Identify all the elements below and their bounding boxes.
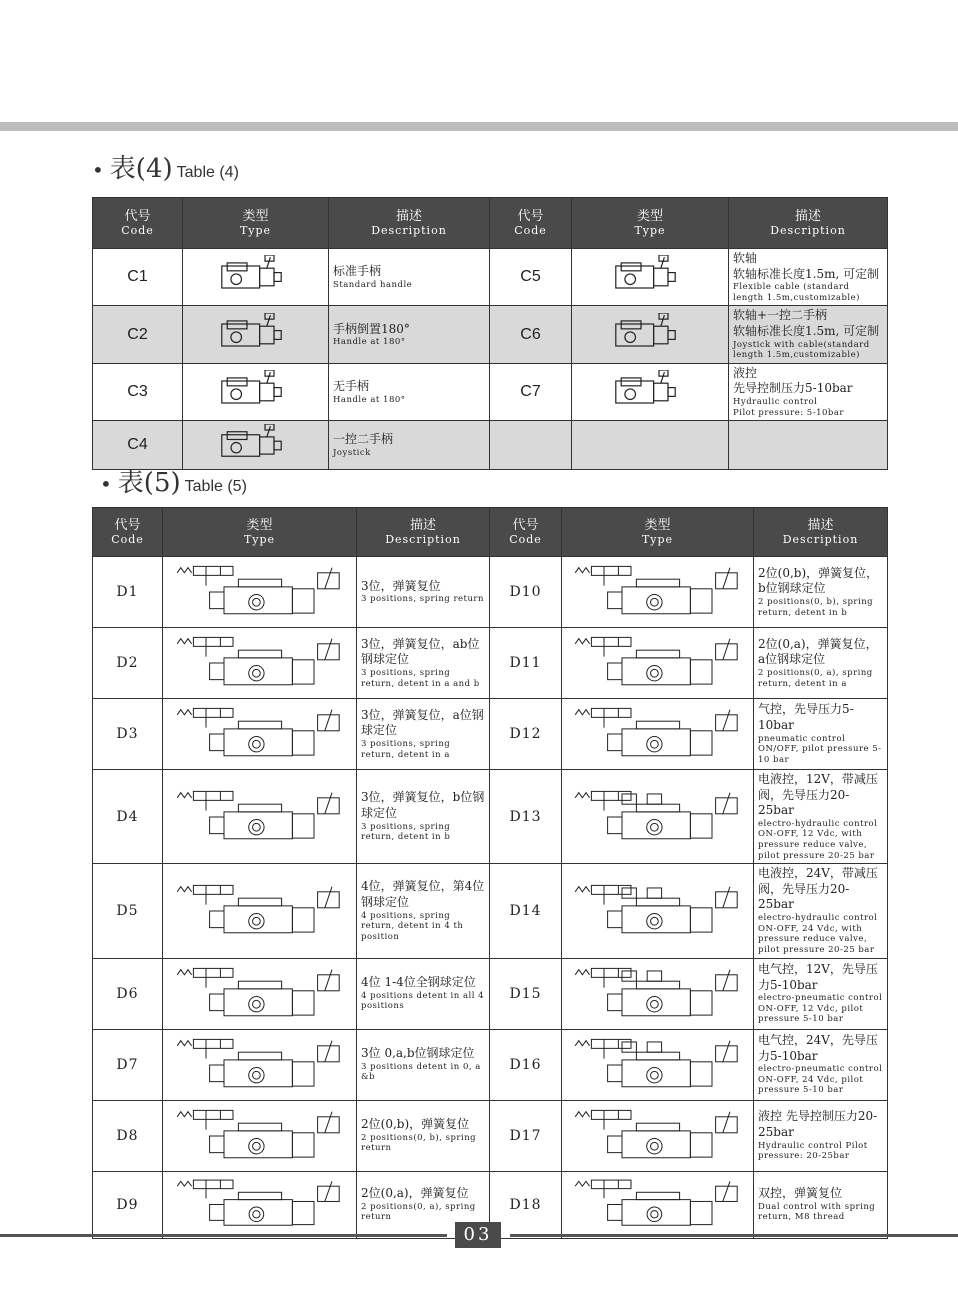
description-cell bbox=[357, 770, 490, 864]
table-row bbox=[93, 770, 888, 864]
description-cn: 软轴 bbox=[733, 251, 758, 265]
table4-title: • 表(4) Table (4) bbox=[92, 154, 239, 184]
code-cell: D16 bbox=[490, 1029, 562, 1100]
description-cn: 3位，弹簧复位，b位钢球定位 bbox=[361, 790, 485, 821]
description-cn: 软轴+一控二手柄 bbox=[733, 308, 828, 323]
header-type: 类型 Type bbox=[572, 198, 729, 249]
description-cell bbox=[754, 770, 888, 864]
description-cell bbox=[729, 421, 888, 470]
description-en: Handle at 180° bbox=[333, 394, 406, 405]
code-cell: D7 bbox=[93, 1029, 163, 1100]
description-en: 3 positions, spring return, detent in b bbox=[361, 821, 451, 843]
header-description: 描述 Description bbox=[754, 508, 888, 557]
table-row bbox=[93, 557, 888, 628]
description-cell bbox=[729, 363, 888, 420]
description-cn: 2位(0,a)，弹簧复位，a位钢球定位 bbox=[758, 636, 878, 667]
type-illustration-cell bbox=[572, 249, 729, 306]
type-illustration-cell bbox=[183, 306, 329, 363]
code-cell: D13 bbox=[490, 770, 562, 864]
spool-valve-diagram-icon bbox=[170, 560, 350, 624]
code-cell: D10 bbox=[490, 557, 562, 628]
description-cn: 液控 bbox=[733, 365, 758, 380]
spool-valve-diagram-icon bbox=[170, 962, 350, 1026]
header-code: 代号 Code bbox=[93, 508, 163, 557]
type-illustration-cell bbox=[163, 1029, 357, 1100]
electro-hydraulic-valve-diagram-icon bbox=[568, 879, 748, 943]
code-cell: D9 bbox=[93, 1171, 163, 1238]
description-en: 3 positions, spring return, detent in a bbox=[361, 738, 451, 760]
description-cell bbox=[357, 557, 490, 628]
code-cell: D2 bbox=[93, 628, 163, 699]
description-cn: 2位(0,a)，弹簧复位 bbox=[361, 1186, 469, 1201]
code-cell: C4 bbox=[93, 421, 183, 470]
table4 bbox=[92, 197, 888, 470]
header-type: 类型 Type bbox=[183, 198, 329, 249]
description-cn: 2位(0,b)，弹簧复位 bbox=[361, 1117, 470, 1132]
description-cell bbox=[754, 557, 888, 628]
description-en: Hydraulic control Pilot pressure: 20-25bar bbox=[758, 1140, 868, 1162]
code-cell: D6 bbox=[93, 958, 163, 1029]
description-en: electro-pneumatic control ON-OFF, 12 Vdc, pilot pressure 5-10 bar bbox=[758, 993, 883, 1025]
type-illustration-cell bbox=[562, 699, 754, 770]
description-cn: 3位，弹簧复位 bbox=[361, 578, 441, 593]
type-illustration-cell bbox=[163, 628, 357, 699]
header-code: 代号 Code bbox=[490, 198, 572, 249]
description-cell bbox=[329, 363, 490, 420]
table-row bbox=[93, 306, 888, 363]
description-en: Hydraulic control bbox=[733, 397, 818, 408]
table5-title: • 表(5) Table (5) bbox=[100, 468, 247, 498]
description-cell bbox=[357, 864, 490, 958]
code-cell: D4 bbox=[93, 770, 163, 864]
description-cn: 3位 0,a,b位钢球定位 bbox=[361, 1046, 475, 1061]
code-cell: D12 bbox=[490, 699, 562, 770]
description-cell bbox=[357, 958, 490, 1029]
type-illustration-cell bbox=[572, 421, 729, 470]
description-cell bbox=[754, 1100, 888, 1171]
type-illustration-cell bbox=[572, 306, 729, 363]
description-cell bbox=[329, 249, 490, 306]
spool-valve-diagram-icon bbox=[170, 702, 350, 766]
type-illustration-cell bbox=[562, 628, 754, 699]
page-number: 03 bbox=[455, 1222, 501, 1248]
table-row bbox=[93, 249, 888, 306]
type-illustration-cell bbox=[163, 699, 357, 770]
description-en: 3 positions, spring return, detent in a and b bbox=[361, 667, 480, 689]
type-illustration-cell bbox=[562, 1100, 754, 1171]
code-cell: D17 bbox=[490, 1100, 562, 1171]
description-en: electro-hydraulic control ON-OFF, 12 Vdc, with pressure reduce valve, pilot pressure 20-25 bar bbox=[758, 818, 878, 861]
description-cell bbox=[729, 306, 888, 363]
description-cell bbox=[754, 628, 888, 699]
description-cn: 软轴标准长度1.5m, 可定制 bbox=[733, 324, 880, 339]
description-en: Joystick with cable(standard length 1.5m,customizable) bbox=[733, 339, 870, 361]
spool-valve-diagram-icon bbox=[170, 1174, 350, 1235]
dual-control-valve-diagram-icon bbox=[568, 1174, 748, 1235]
hydraulic-control-valve-icon bbox=[605, 370, 695, 414]
code-cell: C7 bbox=[490, 363, 572, 420]
description-cn: 液控 先导控制压力20-25bar bbox=[758, 1109, 878, 1139]
type-illustration-cell bbox=[562, 557, 754, 628]
type-illustration-cell bbox=[562, 958, 754, 1029]
description-cell bbox=[357, 1100, 490, 1171]
description-en: Joystick bbox=[333, 447, 371, 458]
description-cn: 4位，弹簧复位，第4位钢球定位 bbox=[361, 879, 485, 909]
top-divider-bar bbox=[0, 122, 958, 131]
type-illustration-cell bbox=[163, 958, 357, 1029]
table-row bbox=[93, 699, 888, 770]
joystick-cable-valve-icon bbox=[605, 313, 695, 357]
description-cn: 2位(0,b)，弹簧复位，b位钢球定位 bbox=[758, 565, 879, 596]
description-cell bbox=[754, 1029, 888, 1100]
code-cell: C6 bbox=[490, 306, 572, 363]
code-cell: D1 bbox=[93, 557, 163, 628]
hydraulic-valve-diagram-icon bbox=[568, 1104, 748, 1168]
description-en: Pilot pressure: 5-10bar bbox=[733, 407, 844, 418]
table5-header-row bbox=[93, 508, 888, 557]
description-en: pneumatic control ON/OFF, pilot pressure 5-10 bar bbox=[758, 733, 882, 765]
inverted-handle-valve-icon bbox=[211, 313, 301, 357]
description-en: Flexible cable (standard length 1.5m,customizable) bbox=[733, 282, 860, 303]
description-cell bbox=[729, 249, 888, 306]
table-row bbox=[93, 363, 888, 420]
description-cn: 无手柄 bbox=[333, 378, 370, 393]
description-en: 2 positions(0, b), spring return bbox=[361, 1132, 477, 1154]
no-handle-valve-icon bbox=[211, 370, 301, 414]
table-row bbox=[93, 1029, 888, 1100]
spool-valve-diagram-icon bbox=[170, 631, 350, 695]
header-type: 类型 Type bbox=[163, 508, 357, 557]
type-illustration-cell bbox=[572, 363, 729, 420]
description-cn: 先导控制压力5-10bar bbox=[733, 381, 853, 396]
header-code: 代号 Code bbox=[490, 508, 562, 557]
description-cn: 电气控，24V，先导压力5-10bar bbox=[758, 1033, 878, 1063]
standard-handle-valve-icon bbox=[211, 255, 301, 299]
description-en: Handle at 180° bbox=[333, 337, 406, 348]
type-illustration-cell bbox=[562, 770, 754, 864]
description-cn: 双控，弹簧复位 bbox=[758, 1186, 843, 1201]
description-en: electro-pneumatic control ON-OFF, 24 Vdc, pilot pressure 5-10 bar bbox=[758, 1064, 883, 1096]
type-illustration-cell bbox=[163, 864, 357, 958]
description-en: 3 positions detent in 0, a &b bbox=[361, 1061, 481, 1083]
type-illustration-cell bbox=[183, 249, 329, 306]
description-cn: 电气控，12V，先导压力5-10bar bbox=[758, 962, 878, 992]
code-cell: D14 bbox=[490, 864, 562, 958]
description-cell bbox=[754, 958, 888, 1029]
footer-line-right bbox=[510, 1234, 958, 1237]
description-en: 4 positions detent in all 4 positions bbox=[361, 990, 485, 1012]
description-cell bbox=[329, 306, 490, 363]
electro-pneumatic-valve-diagram-icon bbox=[568, 962, 748, 1026]
pneumatic-valve-diagram-icon bbox=[568, 702, 748, 766]
table-row bbox=[93, 958, 888, 1029]
type-illustration-cell bbox=[163, 770, 357, 864]
description-cn: 气控，先导压力5-10bar bbox=[758, 702, 854, 733]
description-cn: 电液控，12V，带减压阀，先导压力20-25bar bbox=[758, 772, 878, 818]
code-cell: C1 bbox=[93, 249, 183, 306]
description-cell bbox=[357, 1029, 490, 1100]
code-cell: D3 bbox=[93, 699, 163, 770]
description-cell bbox=[754, 1171, 888, 1238]
code-cell: D11 bbox=[490, 628, 562, 699]
code-cell: D5 bbox=[93, 864, 163, 958]
table-row bbox=[93, 864, 888, 958]
footer-line-left bbox=[0, 1234, 447, 1237]
description-cn: 3位，弹簧复位，ab位钢球定位 bbox=[361, 636, 480, 667]
table4-header-row bbox=[93, 198, 888, 249]
description-en: 3 positions, spring return bbox=[361, 594, 484, 605]
flexible-cable-valve-icon bbox=[605, 255, 695, 299]
code-cell: C3 bbox=[93, 363, 183, 420]
header-code: 代号 Code bbox=[93, 198, 183, 249]
description-cn: 3位，弹簧复位，a位钢球定位 bbox=[361, 707, 484, 738]
type-illustration-cell bbox=[562, 864, 754, 958]
description-cn: 标准手柄 bbox=[333, 264, 382, 279]
description-cell bbox=[754, 864, 888, 958]
spool-valve-diagram-icon bbox=[170, 785, 350, 849]
description-en: 2 positions(0, a), spring return bbox=[361, 1201, 476, 1223]
table5 bbox=[92, 507, 888, 1239]
description-cn: 电液控，24V，带减压阀，先导压力20-25bar bbox=[758, 866, 878, 912]
code-cell: D18 bbox=[490, 1171, 562, 1238]
code-cell bbox=[490, 421, 572, 470]
description-en: Standard handle bbox=[333, 279, 413, 290]
description-cell bbox=[754, 699, 888, 770]
type-illustration-cell bbox=[183, 363, 329, 420]
description-en: 2 positions(0, a), spring return, detent in a bbox=[758, 667, 873, 689]
header-description: 描述 Description bbox=[357, 508, 490, 557]
code-cell: D8 bbox=[93, 1100, 163, 1171]
joystick-valve-icon bbox=[211, 424, 301, 467]
electro-pneumatic-valve-diagram-icon bbox=[568, 1033, 748, 1097]
description-cell bbox=[329, 421, 490, 470]
description-cell bbox=[357, 699, 490, 770]
description-en: Dual control with spring return, M8 thread bbox=[758, 1201, 876, 1223]
description-cell bbox=[357, 628, 490, 699]
type-illustration-cell bbox=[163, 1100, 357, 1171]
spool-valve-diagram-icon bbox=[170, 1104, 350, 1168]
type-illustration-cell bbox=[163, 1171, 357, 1238]
type-illustration-cell bbox=[562, 1029, 754, 1100]
code-cell: D15 bbox=[490, 958, 562, 1029]
spool-valve-diagram-icon bbox=[568, 631, 748, 695]
type-illustration-cell bbox=[163, 557, 357, 628]
spool-valve-diagram-icon bbox=[170, 1033, 350, 1097]
table-row bbox=[93, 1100, 888, 1171]
spool-valve-diagram-icon bbox=[170, 879, 350, 943]
description-cn: 一控二手柄 bbox=[333, 432, 394, 447]
header-description: 描述 Description bbox=[729, 198, 888, 249]
header-description: 描述 Description bbox=[329, 198, 490, 249]
description-en: 4 positions, spring return, detent in 4 th position bbox=[361, 910, 464, 942]
electro-hydraulic-valve-diagram-icon bbox=[568, 785, 748, 849]
description-en: electro-hydraulic control ON-OFF, 24 Vdc, with pressure reduce valve, pilot pressure 20-25 bar bbox=[758, 913, 878, 955]
code-cell: C2 bbox=[93, 306, 183, 363]
description-cn: 4位 1-4位全钢球定位 bbox=[361, 975, 476, 990]
description-cn: 手柄倒置180° bbox=[333, 321, 410, 336]
description-cn: 软轴标准长度1.5m, 可定制 bbox=[733, 266, 880, 281]
description-en: 2 positions(0, b), spring return, detent in b bbox=[758, 596, 874, 618]
type-illustration-cell bbox=[562, 1171, 754, 1238]
spool-valve-diagram-icon bbox=[568, 560, 748, 624]
header-type: 类型 Type bbox=[562, 508, 754, 557]
table-row bbox=[93, 628, 888, 699]
code-cell: C5 bbox=[490, 249, 572, 306]
